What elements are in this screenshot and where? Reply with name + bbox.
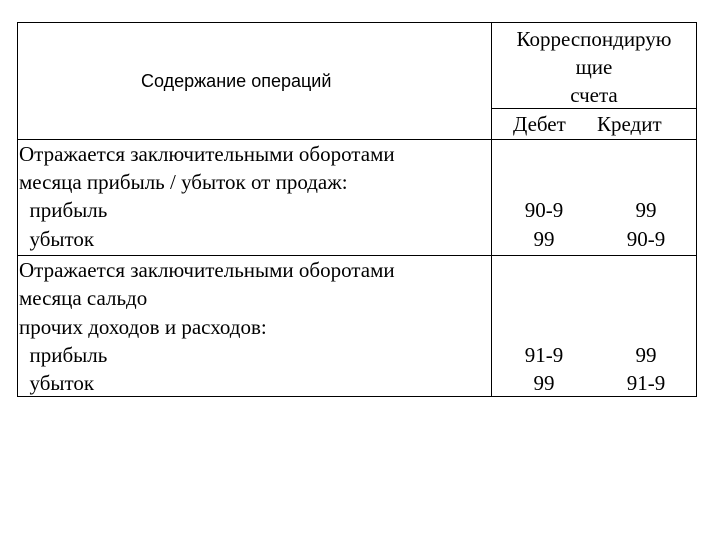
table-border-right bbox=[696, 22, 697, 397]
debit-header: Дебет bbox=[513, 112, 566, 136]
row-1-credit-1: 99 bbox=[635, 198, 657, 222]
row-2-description-line-5: убыток bbox=[19, 371, 95, 395]
row-1-description-line-2: месяца прибыль / убыток от продаж: bbox=[19, 170, 348, 194]
row-2-description-line-3: прочих доходов и расходов: bbox=[19, 315, 267, 339]
header-divider-subcols bbox=[491, 139, 696, 140]
row-2-description-line-4: прибыль bbox=[19, 343, 108, 367]
operations-header: Содержание операций bbox=[141, 71, 332, 91]
accounts-header-line-2: щие bbox=[575, 55, 613, 79]
table-border-top bbox=[17, 22, 697, 23]
row-1-credit-2: 90-9 bbox=[626, 227, 666, 251]
row-2-debit-2: 99 bbox=[533, 371, 555, 395]
row-2-description-line-2: месяца сальдо bbox=[19, 286, 148, 310]
row-2-credit-1: 99 bbox=[635, 343, 657, 367]
row-2-description-line-1: Отражается заключительными оборотами bbox=[19, 258, 395, 282]
row-1-debit-2: 99 bbox=[533, 227, 555, 251]
row-1-description-line-1: Отражается заключительными оборотами bbox=[19, 142, 395, 166]
row-1-description-line-4: убыток bbox=[19, 227, 95, 251]
row-1-description-line-3: прибыль bbox=[19, 198, 108, 222]
row-1-debit-1: 90-9 bbox=[524, 198, 564, 222]
accounts-header-line-1: Корреспондирую bbox=[516, 27, 672, 51]
row-2-debit-1: 91-9 bbox=[524, 343, 564, 367]
table-border-left bbox=[17, 22, 18, 397]
accounts-header-line-3: счета bbox=[570, 83, 618, 107]
credit-header: Кредит bbox=[597, 112, 662, 136]
row-2-credit-2: 91-9 bbox=[626, 371, 666, 395]
